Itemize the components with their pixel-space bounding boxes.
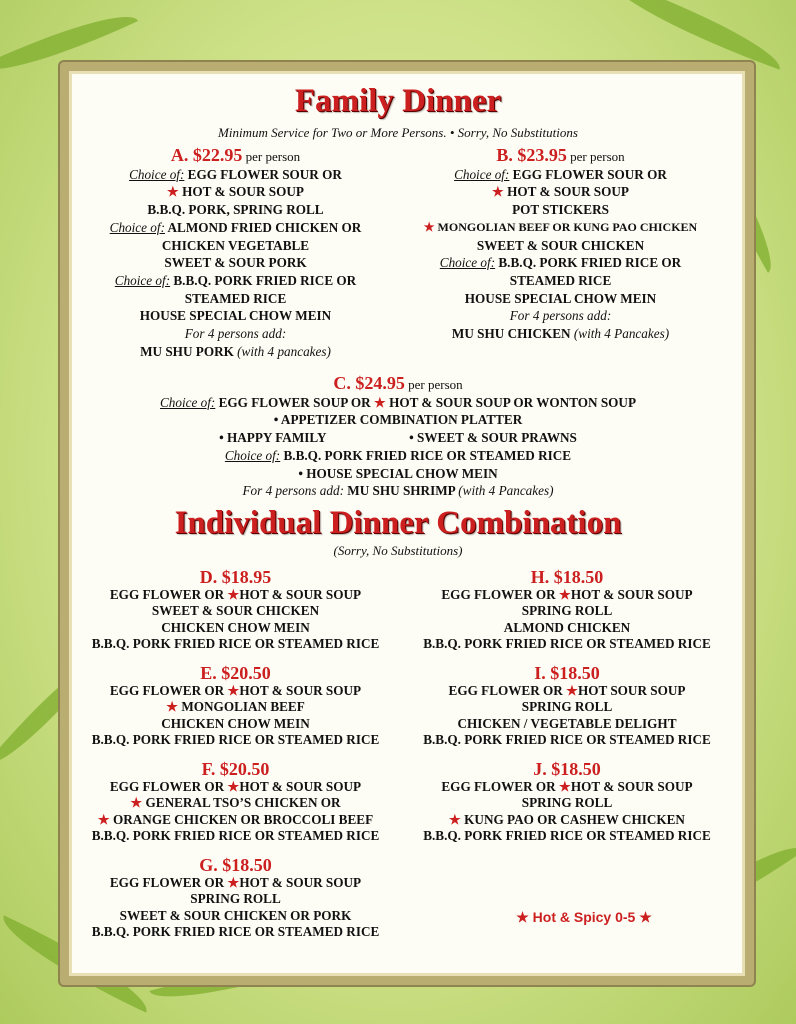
choice-label: Choice of: (129, 166, 185, 182)
menu-content (69, 71, 727, 958)
individual-dinner-subtitle: (Sorry, No Substitutions) (333, 543, 463, 558)
line: POT STICKERS (512, 202, 609, 218)
hot-spicy-star-icon: ★ (166, 699, 179, 715)
line: For 4 persons add: (242, 483, 348, 499)
line: B.B.Q. PORK FRIED RICE OR (495, 255, 682, 271)
line: SWEET & SOUR CHICKEN (476, 237, 645, 253)
hot-spicy-star-icon: ★ (559, 779, 571, 794)
hot-spicy-star-icon: ★ (97, 811, 110, 827)
line: CHICKEN CHOW MEIN (161, 619, 310, 635)
line: SPRING ROLL (521, 603, 613, 619)
line: EGG FLOWER OR (441, 587, 559, 602)
hot-spicy-star-icon: ★ (492, 184, 504, 200)
line: B.B.Q. PORK FRIED RICE OR STEAMED RICE (91, 636, 380, 652)
line: B.B.Q. PORK FRIED RICE OR (170, 272, 357, 288)
line: (with 4 pancakes) (237, 343, 331, 359)
line: SWEET & SOUR CHICKEN (151, 603, 320, 619)
menu-item-c (69, 373, 727, 500)
line: For 4 persons add: (184, 326, 287, 342)
line: B.B.Q. PORK FRIED RICE OR STEAMED RICE (423, 732, 711, 748)
line: • HAPPY FAMILY (219, 430, 327, 446)
line: EGG FLOWER OR (109, 875, 228, 890)
price-d: D. $18.95 (199, 567, 272, 587)
line: ALMOND FRIED CHICKEN OR (164, 219, 362, 235)
price-a: A. $22.95 (170, 145, 243, 165)
hot-spicy-star-icon: ★ (373, 394, 386, 410)
line: HOT & SOUR SOUP (570, 587, 693, 602)
line: STEAMED RICE (184, 290, 287, 306)
line: CHICKEN / VEGETABLE DELIGHT (457, 715, 677, 731)
line: EGG FLOWER SOUR OR (184, 166, 342, 182)
hot-spicy-star-icon: ★ (639, 909, 652, 925)
menu-item-g (69, 855, 402, 941)
choice-label: Choice of: (114, 272, 171, 288)
line: HOT & SOUR SOUP (178, 184, 304, 200)
hot-spicy-star-icon: ★ (227, 779, 240, 794)
line: HOT & SOUR SOUP (239, 875, 362, 890)
line: MU SHU CHICKEN (451, 326, 574, 342)
hot-spicy-star-icon: ★ (227, 875, 240, 890)
line: MONGOLIAN BEEF OR KUNG PAO CHICKEN (434, 219, 698, 234)
line: • HOUSE SPECIAL CHOW MEIN (298, 465, 498, 481)
hot-spicy-star-icon: ★ (423, 219, 435, 234)
line: ORANGE CHICKEN OR BROCCOLI BEEF (109, 811, 374, 827)
line: SPRING ROLL (190, 891, 281, 907)
line: B.B.Q. PORK FRIED RICE OR STEAMED RICE (423, 636, 711, 652)
line: B.B.Q. PORK FRIED RICE OR STEAMED RICE (91, 828, 380, 844)
choice-label: Choice of: (439, 255, 496, 271)
line: • SWEET & SOUR PRAWNS (409, 430, 577, 446)
choice-label: Choice of: (159, 394, 216, 410)
line: EGG FLOWER OR (109, 683, 228, 698)
line: B.B.Q. PORK FRIED RICE OR STEAMED RICE (91, 732, 380, 748)
line: HOT & SOUR SOUP (239, 587, 362, 602)
price-i: I. $18.50 (534, 663, 600, 683)
price-e: E. $20.50 (200, 663, 271, 683)
choice-label: Choice of: (454, 166, 510, 182)
hot-spicy-legend (499, 909, 669, 926)
line: HOT & SOUR SOUP (503, 184, 629, 200)
price-c: C. $24.95 (333, 373, 405, 393)
line: EGG FLOWER SOUP OR (215, 394, 374, 410)
hot-spicy-star-icon: ★ (227, 587, 240, 602)
menu-item-h (407, 567, 727, 653)
line: • APPETIZER COMBINATION PLATTER (273, 412, 523, 428)
menu-item-i (407, 663, 727, 749)
menu-item-d (69, 567, 402, 653)
price-j: J. $18.50 (533, 759, 601, 779)
line: STEAMED RICE (509, 272, 612, 288)
price-g: G. $18.50 (199, 855, 272, 875)
menu-item-b (394, 145, 727, 343)
price-h: H. $18.50 (530, 567, 604, 587)
hot-spicy-star-icon: ★ (130, 795, 143, 811)
line: EGG FLOWER OR (448, 683, 567, 698)
line: B.B.Q. PORK FRIED RICE OR STEAMED RICE (91, 924, 380, 940)
line: HOT SOUR SOUP (577, 683, 686, 698)
line: HOT & SOUR SOUP (570, 779, 693, 794)
price-f: F. $20.50 (201, 759, 270, 779)
legend-text: Hot & Spicy 0-5 (528, 909, 640, 925)
menu-item-e (69, 663, 402, 749)
line: (with 4 Pancakes) (458, 483, 554, 499)
line: (with 4 Pancakes) (573, 326, 670, 342)
line: For 4 persons add: (509, 308, 612, 324)
line: KUNG PAO OR CASHEW CHICKEN (460, 811, 685, 827)
line: CHICKEN VEGETABLE (161, 237, 310, 253)
family-dinner-subtitle: Minimum Service for Two or More Persons. • Sorry, No Substitutions (218, 125, 578, 140)
line: MONGOLIAN BEEF (178, 699, 305, 715)
hot-spicy-star-icon: ★ (449, 811, 461, 827)
hot-spicy-star-icon: ★ (167, 184, 179, 200)
per-person-label: per person (408, 377, 463, 392)
individual-dinner-title: Individual Dinner Combination (174, 505, 622, 541)
choice-label: Choice of: (224, 447, 281, 463)
line: SWEET & SOUR CHICKEN OR PORK (119, 907, 352, 923)
line: HOUSE SPECIAL CHOW MEIN (139, 308, 332, 324)
line: SPRING ROLL (521, 699, 613, 715)
hot-spicy-star-icon: ★ (566, 683, 578, 698)
family-dinner-title: Family Dinner (294, 83, 502, 119)
line: HOT & SOUR SOUP OR WONTON SOUP (385, 394, 637, 410)
line: ALMOND CHICKEN (503, 619, 631, 635)
per-person-label: per person (245, 149, 301, 164)
line: B.B.Q. PORK FRIED RICE OR STEAMED RICE (280, 447, 572, 463)
choice-label: Choice of: (109, 219, 165, 235)
line: HOUSE SPECIAL CHOW MEIN (464, 290, 657, 306)
hot-spicy-star-icon: ★ (516, 909, 529, 925)
line: GENERAL TSO’S CHICKEN OR (142, 795, 341, 811)
line: EGG FLOWER OR (441, 779, 559, 794)
line: EGG FLOWER OR (109, 587, 228, 602)
per-person-label: per person (570, 149, 625, 164)
line: SWEET & SOUR PORK (164, 255, 307, 271)
line: EGG FLOWER OR (109, 779, 228, 794)
line: HOT & SOUR SOUP (239, 683, 362, 698)
hot-spicy-star-icon: ★ (227, 683, 240, 698)
line: EGG FLOWER SOUR OR (509, 166, 667, 182)
bamboo-leaf-icon (601, 0, 789, 70)
hot-spicy-star-icon: ★ (559, 587, 571, 602)
menu-item-j (407, 759, 727, 845)
line: SPRING ROLL (521, 795, 613, 811)
price-b: B. $23.95 (496, 145, 567, 165)
line: B.B.Q. PORK FRIED RICE OR STEAMED RICE (423, 828, 711, 844)
line: HOT & SOUR SOUP (239, 779, 362, 794)
line: MU SHU SHRIMP (347, 483, 459, 499)
line: B.B.Q. PORK, SPRING ROLL (147, 202, 324, 218)
line: MU SHU PORK (140, 343, 238, 359)
line: CHICKEN CHOW MEIN (161, 715, 310, 731)
menu-item-f (69, 759, 402, 845)
menu-item-a (69, 145, 402, 360)
